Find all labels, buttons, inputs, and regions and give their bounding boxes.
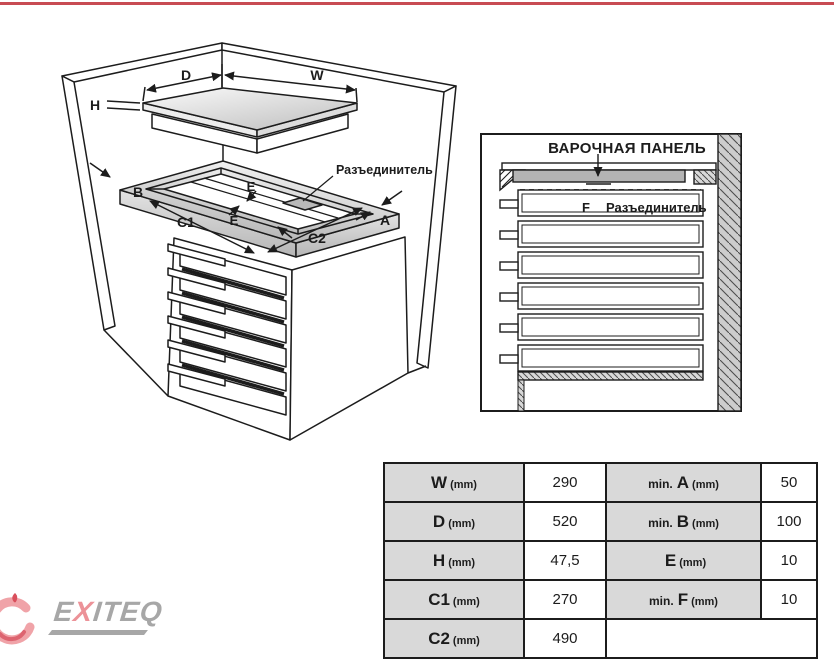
table-value-d: 520 (524, 502, 606, 541)
table-cell-empty (606, 619, 817, 658)
table-label-min-b: min. B (mm) (606, 502, 761, 541)
table-value-e: 10 (761, 541, 817, 580)
cabinet-plinth (518, 380, 524, 411)
table-value-min-a: 50 (761, 463, 817, 502)
worktop-section (502, 163, 716, 170)
table-label-min-a: min. A (mm) (606, 463, 761, 502)
cooktop (143, 88, 357, 153)
dim-c2-label: C2 (308, 230, 326, 246)
dim-f-label: F (582, 200, 590, 215)
table-row (384, 619, 817, 658)
dim-w-label: W (310, 67, 324, 83)
cooktop-section (513, 170, 685, 182)
table-label-d: D (mm) (384, 502, 524, 541)
table-label-e: E (mm) (606, 541, 761, 580)
section-view (481, 134, 741, 411)
brand-name: EXITEQ (52, 596, 165, 627)
table-value-min-b: 100 (761, 502, 817, 541)
logo-underline (48, 630, 148, 635)
table-label-min-f: min. F (mm) (606, 580, 761, 619)
table-row (384, 580, 817, 619)
section-title: ВАРОЧНАЯ ПАНЕЛЬ (548, 140, 706, 157)
table-row (384, 502, 817, 541)
table-label-w: W (mm) (384, 463, 524, 502)
disconnector-label: Разъединитель (336, 163, 433, 177)
table-row (384, 463, 817, 502)
dim-a-label: A (379, 212, 391, 228)
table-value-c1: 270 (524, 580, 606, 619)
iso-diagram (62, 43, 456, 440)
table-label-c2: C2 (mm) (384, 619, 524, 658)
wall-section (718, 134, 741, 411)
table-label-h: H (mm) (384, 541, 524, 580)
brand-cup-icon (0, 590, 54, 648)
dimensions-table (383, 462, 818, 659)
table-value-min-f: 10 (761, 580, 817, 619)
dim-e-bottom-label: E (229, 213, 239, 228)
table-row (384, 541, 817, 580)
floor-seam-right (408, 366, 426, 373)
dim-d-label: D (180, 67, 192, 83)
table-value-c2: 490 (524, 619, 606, 658)
table-value-w: 290 (524, 463, 606, 502)
dim-h-label: H (89, 97, 101, 113)
cabinet-bottom-panel (518, 372, 703, 380)
brand-logo (0, 588, 184, 648)
dim-e-top-label: E (246, 179, 256, 194)
table-value-h: 47,5 (524, 541, 606, 580)
worktop-miter-right (694, 170, 716, 184)
section-disconnector-label: Разъединитель (606, 200, 707, 215)
floor-seam-left (104, 330, 168, 396)
dim-b-label: B (132, 184, 144, 200)
table-label-c1: C1 (mm) (384, 580, 524, 619)
dim-c1-label: C1 (177, 214, 195, 230)
